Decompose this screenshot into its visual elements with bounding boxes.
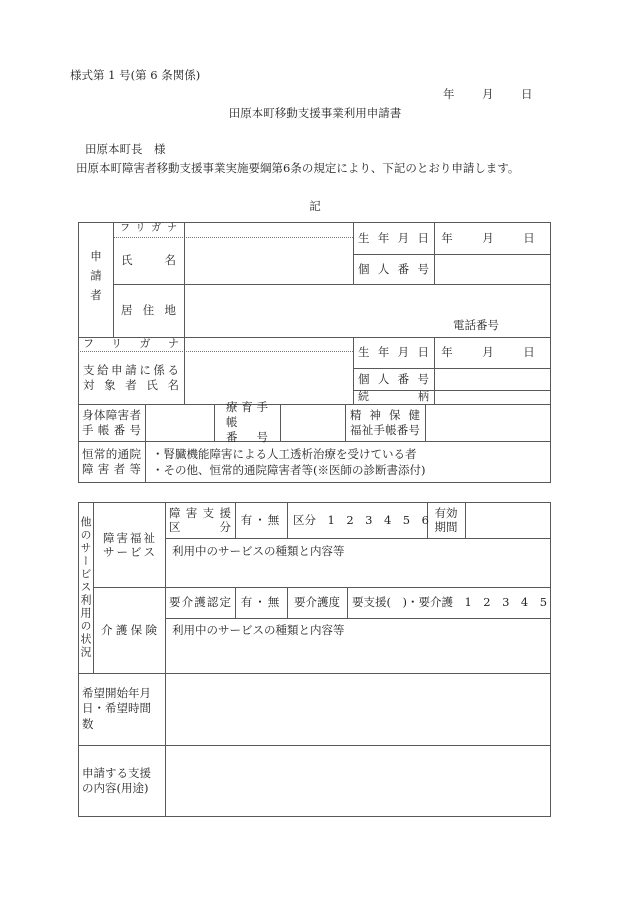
addressee: 田原本町長 様 xyxy=(85,142,166,156)
relationship-field xyxy=(434,390,551,404)
care-certification-label: 要介護認定 xyxy=(169,595,231,609)
date-line: 年 月 日 xyxy=(443,87,541,101)
target-name-field xyxy=(184,337,353,404)
ryoiku-handbook-label xyxy=(214,400,280,444)
page-title: 田原本町移動支援事業利用申請書 xyxy=(228,106,402,120)
disability-service-label-line2: サービス xyxy=(103,544,155,559)
other-services-group-label: 他のサービス利用の状況 xyxy=(79,516,92,659)
support-content-field xyxy=(165,745,551,817)
ryoiku-handbook-label-line2: 番号 xyxy=(226,430,268,444)
care-level-options: 要支援( )・要介護 1 2 3 4 5 xyxy=(352,595,548,609)
support-category-options: 区分 1 2 3 4 5 6 xyxy=(293,513,429,527)
support-category-label xyxy=(165,502,235,538)
desired-start-label-line2: 日・希望時間 xyxy=(82,701,151,716)
hospital-label xyxy=(78,441,145,483)
record-mark: 記 xyxy=(309,199,321,213)
support-category-label-line2: 区分 xyxy=(169,520,231,534)
disability-service-label-line1: 障害福祉 xyxy=(103,530,155,545)
disability-service-label xyxy=(93,502,165,587)
physical-handbook-label-line1: 身体障害者 xyxy=(82,407,141,422)
validity-label xyxy=(427,502,465,538)
name-field xyxy=(184,222,353,284)
care-insurance-label-cell xyxy=(93,587,165,673)
ryoiku-handbook-label-line1: 療育手帳 xyxy=(226,400,268,429)
care-certification-has-label: 有・無 xyxy=(240,595,282,609)
target-birthdate-value: 年 月 日 xyxy=(441,345,544,359)
care-insurance-label: 介護保険 xyxy=(101,623,157,637)
support-content-label xyxy=(78,745,165,817)
validity-label-line2: 期間 xyxy=(434,520,458,534)
care-level-label: 要介護度 xyxy=(294,595,340,609)
validity-field xyxy=(465,502,551,538)
intro-text: 田原本町障害者移動支援事業実施要綱第6条の規定により、下記のとおり申請します。 xyxy=(76,161,520,175)
hospital-item-1: ・腎臓機能障害による人工透析治療を受けている者 xyxy=(152,447,417,461)
support-content-label-line2: の内容(用途) xyxy=(82,781,149,795)
birthdate-value: 年 月 日 xyxy=(441,231,544,245)
target-name-label-line2: 対象者氏名 xyxy=(83,377,179,392)
target-furigana-label: フリガナ xyxy=(83,337,179,350)
physical-handbook-field xyxy=(145,404,214,441)
target-birthdate-label: 生年月日 xyxy=(358,345,429,359)
desired-start-label-line3: 数 xyxy=(82,716,94,731)
support-content-label-line1: 申請する支援 xyxy=(82,765,151,780)
disability-services-in-use-label: 利用中のサービスの種類と内容等 xyxy=(172,544,345,558)
target-personal-number-label: 個人番号 xyxy=(358,372,429,386)
desired-start-label xyxy=(78,673,165,745)
support-category-label-line1: 障害支援 xyxy=(169,506,231,520)
hospital-item-2: ・その他、恒常的通院障害者等(※医師の診断書添付) xyxy=(152,463,426,477)
furigana-label: フリガナ xyxy=(120,223,177,234)
ryoiku-handbook-field xyxy=(280,404,345,441)
mental-handbook-label-line1: 精神保健 xyxy=(350,407,420,422)
mental-handbook-field xyxy=(425,404,551,441)
target-name-label xyxy=(78,351,184,404)
name-label: 氏名 xyxy=(121,253,176,267)
applicant-group-label: 申請者 xyxy=(89,250,103,309)
personal-number-label: 個人番号 xyxy=(358,262,429,276)
mental-handbook-label-line2: 福祉手帳番号 xyxy=(350,422,420,437)
hospital-label-line1: 恒常的通院 xyxy=(82,447,141,461)
personal-number-field xyxy=(434,254,551,284)
relationship-label: 続柄 xyxy=(358,390,429,403)
physical-handbook-label-line2: 手帳番号 xyxy=(82,422,141,437)
phone-label: 電話番号 xyxy=(453,318,499,332)
hospital-items xyxy=(145,441,551,483)
residence-label: 居住地 xyxy=(121,303,176,317)
desired-start-field xyxy=(165,673,551,745)
form-number: 様式第 1 号(第 6 条関係) xyxy=(70,68,201,82)
birthdate-label: 生年月日 xyxy=(358,231,429,245)
hospital-label-line2: 障害者等 xyxy=(82,462,141,476)
desired-start-label-line1: 希望開始年月 xyxy=(82,685,151,700)
support-category-has-label: 有・無 xyxy=(240,513,282,527)
validity-label-line1: 有効 xyxy=(434,506,458,520)
mental-handbook-label xyxy=(345,404,425,441)
physical-handbook-label xyxy=(78,404,145,441)
target-name-label-line1: 支給申請に係る xyxy=(83,362,179,377)
care-services-in-use-label: 利用中のサービスの種類と内容等 xyxy=(172,623,345,637)
